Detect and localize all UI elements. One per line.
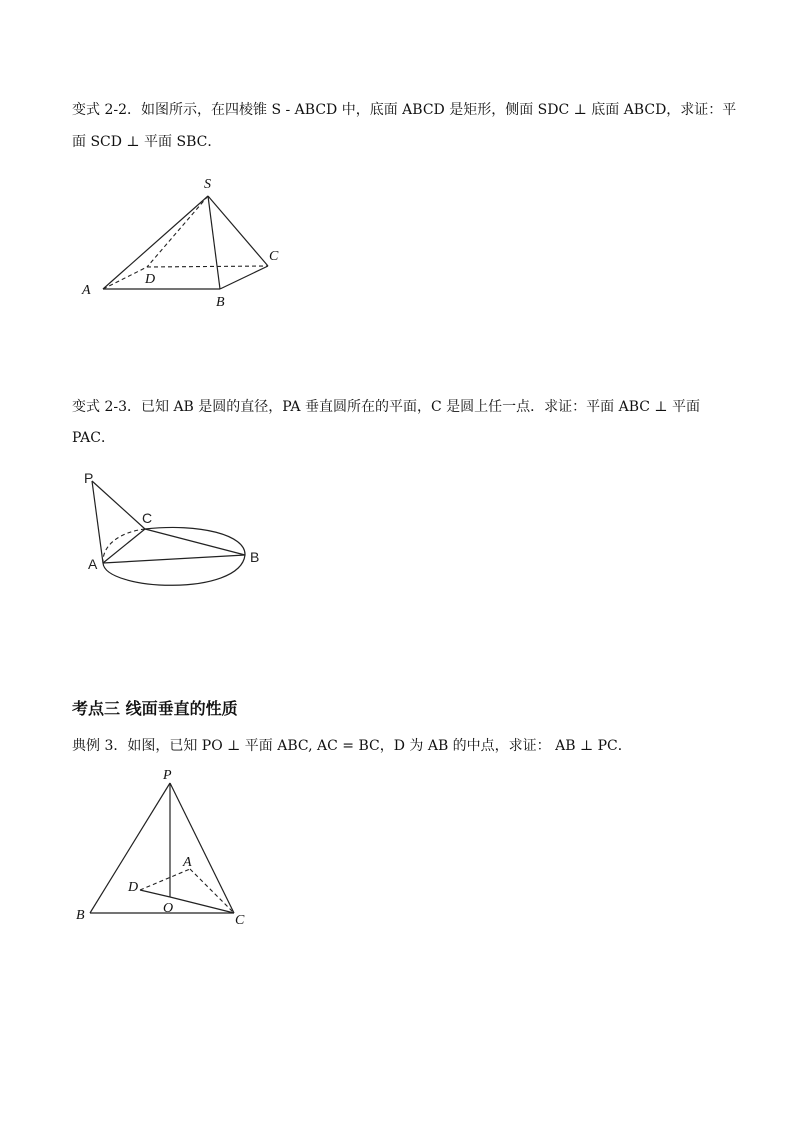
segment-oc [170,897,234,913]
label-d: D [128,880,139,895]
segment-pa [92,481,103,563]
label-b: B [76,908,85,923]
variant-2-3-text-line2: PAC． [72,430,115,446]
tetrahedron-p-abc-figure [72,765,272,935]
label-s: S [204,177,211,192]
segment-do [140,890,170,897]
edge-bc [220,266,268,289]
edge-dc-hidden [147,266,268,267]
label-a: A [183,855,192,870]
label-b: B [250,549,260,565]
segment-cb [145,529,245,555]
edge-sc [208,196,268,266]
pyramid-s-abcd-figure [75,170,295,315]
variant-2-2-text-line1: 变式 2-2．如图所示，在四棱锥 S - ABCD 中，底面 ABCD 是矩形，侧面 SDC ⊥ 底面 ABCD，求证：平 [72,102,737,118]
variant-2-3-text-line1: 变式 2-3．已知 AB 是圆的直径，PA 垂直圆所在的平面，C 是圆上任一点．求证：平面 ABC ⊥ 平面 [72,399,701,415]
label-p: P [163,768,172,783]
edge-ac-hidden [190,869,234,913]
label-d: D [145,272,156,287]
label-b: B [216,295,225,310]
label-o: O [163,901,174,916]
label-c: C [235,913,245,928]
label-a: A [88,556,98,572]
edge-sb [208,196,220,289]
circle-pac-figure [80,465,280,605]
edge-pc [170,783,234,913]
label-c: C [142,510,153,526]
edge-sa [103,196,208,289]
variant-2-2-text-line2: 面 SCD ⊥ 平面 SBC． [72,134,222,150]
edge-da-hidden [140,869,190,890]
label-p: P [84,470,94,486]
label-a: A [82,283,91,298]
segment-pc [92,481,145,529]
edge-sd-hidden [147,196,208,267]
segment-ab [103,555,245,563]
section-heading: 考点三 线面垂直的性质 [72,699,238,718]
example-3-text: 典例 3．如图，已知 PO ⊥ 平面 ABC, AC = BC，D 为 AB 的中点，求证： AB ⊥ PC． [72,738,632,754]
label-c: C [269,249,279,264]
